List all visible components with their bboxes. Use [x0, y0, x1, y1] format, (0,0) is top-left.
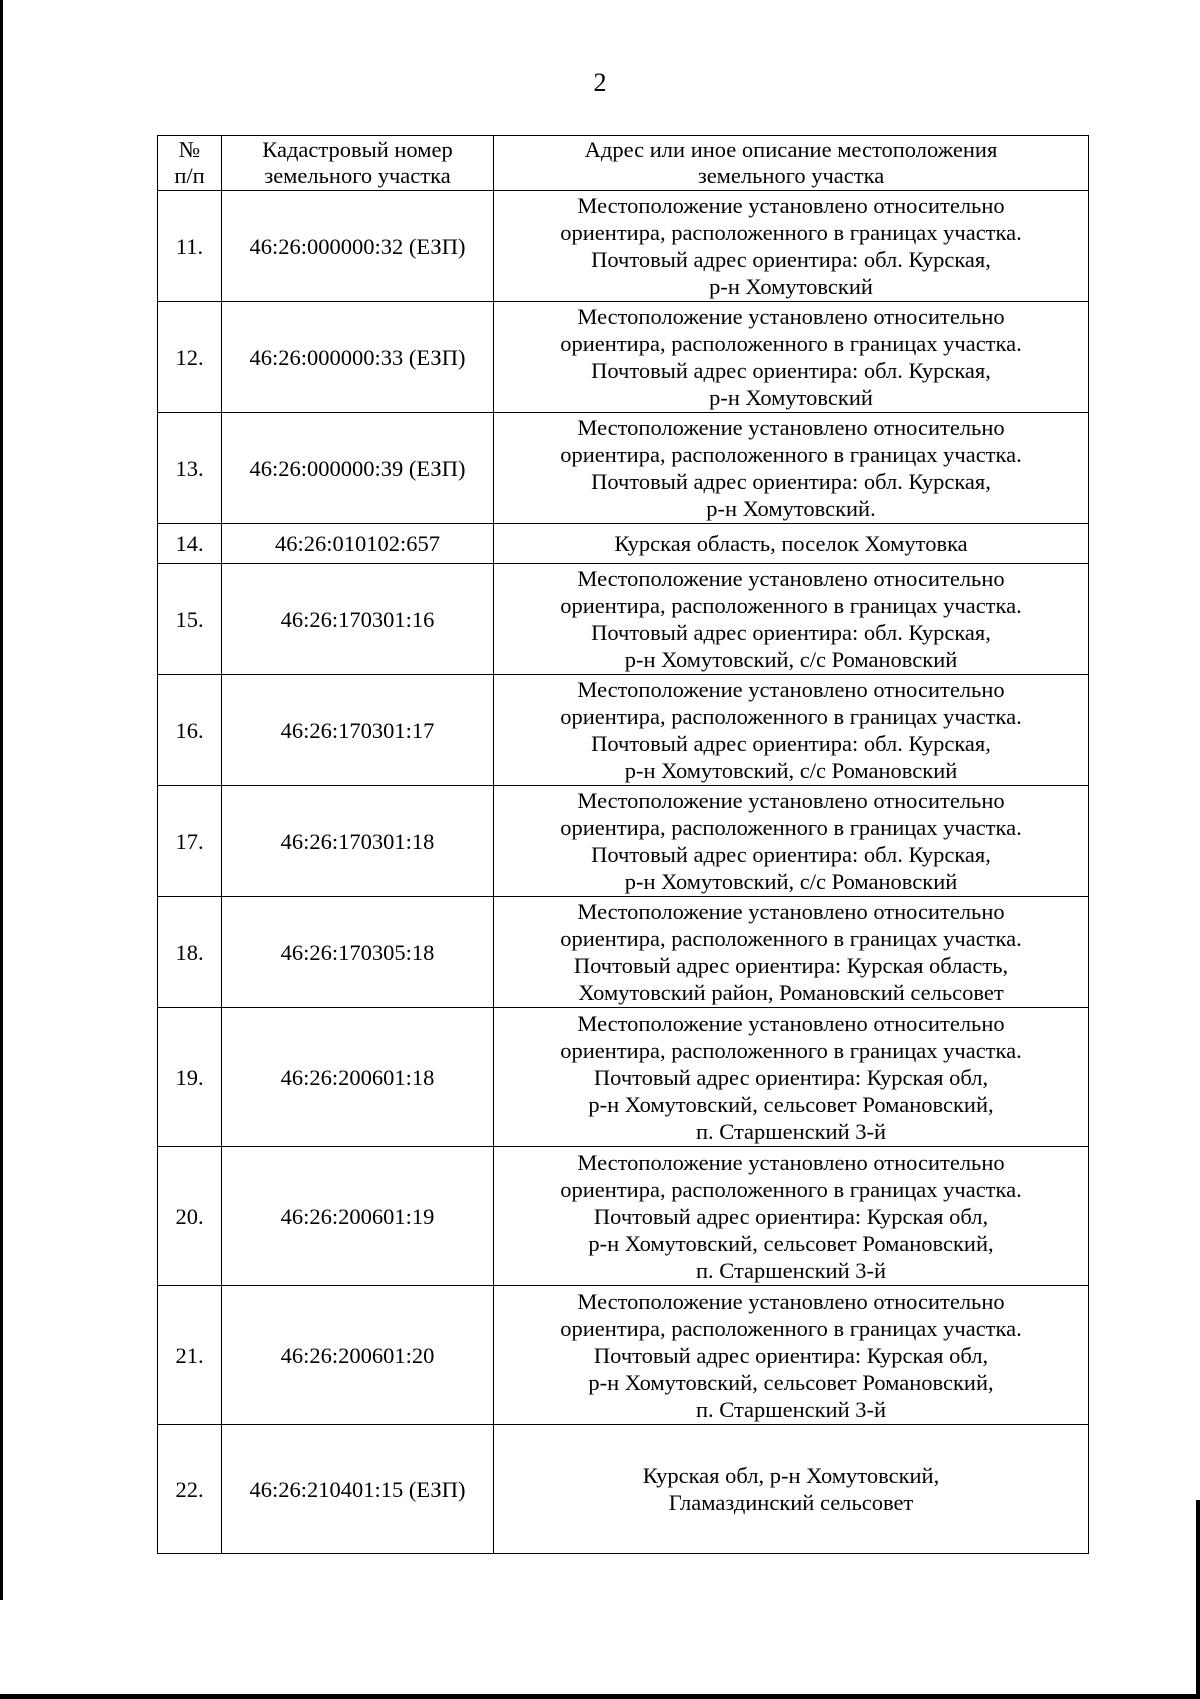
row-num: 21. — [158, 1286, 222, 1425]
row-address — [494, 1286, 1089, 1425]
row-num: 19. — [158, 1008, 222, 1147]
address-line: Почтовый адрес ориентира: обл. Курская, — [591, 842, 991, 867]
row-address — [494, 191, 1089, 302]
row-address — [494, 675, 1089, 786]
address-line: Гламаздинский сельсовет — [668, 1490, 914, 1515]
address-line: р-н Хомутовский. — [706, 496, 876, 521]
table-row — [158, 897, 1089, 1008]
address-line: ориентира, расположенного в границах участка. — [560, 926, 1022, 951]
row-num: 13. — [158, 413, 222, 524]
address-line: Курская обл, р-н Хомутовский, — [642, 1463, 940, 1488]
table-header-row — [158, 136, 1089, 191]
address-line: р-н Хомутовский, сельсовет Романовский, — [588, 1369, 994, 1395]
row-num: 11. — [158, 191, 222, 302]
table-row — [158, 564, 1089, 675]
row-address — [494, 413, 1089, 524]
address-line: Местоположение установлено относительно — [577, 415, 1005, 440]
row-cadastral-number: 46:26:010102:657 — [222, 524, 494, 564]
header-num-line: № — [178, 137, 201, 162]
row-address — [494, 1147, 1089, 1286]
address-line: ориентира, расположенного в границах участка. — [560, 331, 1022, 356]
table-row — [158, 786, 1089, 897]
row-cadastral-number: 46:26:210401:15 (ЕЗП) — [222, 1425, 494, 1554]
row-address — [494, 1425, 1089, 1554]
row-cadastral-number: 46:26:170305:18 — [222, 897, 494, 1008]
table-row — [158, 191, 1089, 302]
address-line: р-н Хомутовский, сельсовет Романовский, — [588, 1230, 994, 1256]
row-num: 15. — [158, 564, 222, 675]
header-address-line: земельного участка — [697, 163, 885, 188]
row-cadastral-number: 46:26:000000:32 (ЕЗП) — [222, 191, 494, 302]
row-cadastral-number: 46:26:000000:33 (ЕЗП) — [222, 302, 494, 413]
address-line: Местоположение установлено относительно — [577, 1149, 1005, 1175]
table-row — [158, 1425, 1089, 1554]
row-num: 17. — [158, 786, 222, 897]
address-line: Курская область, поселок Хомутовка — [614, 531, 968, 556]
address-line: Местоположение установлено относительно — [577, 899, 1005, 924]
row-address — [494, 786, 1089, 897]
header-cadastral — [222, 136, 494, 191]
scan-edge-right — [1196, 1500, 1200, 1699]
address-line: Местоположение установлено относительно — [577, 566, 1005, 591]
table-row — [158, 1008, 1089, 1147]
address-line: ориентира, расположенного в границах участка. — [560, 1037, 1022, 1063]
table-row — [158, 413, 1089, 524]
row-num: 16. — [158, 675, 222, 786]
header-cadastral-line: Кадастровый номер — [262, 137, 453, 162]
table-row — [158, 302, 1089, 413]
scan-edge-left — [0, 0, 3, 1600]
address-line: Местоположение установлено относительно — [577, 1288, 1005, 1314]
row-address — [494, 897, 1089, 1008]
address-line: Почтовый адрес ориентира: обл. Курская, — [591, 469, 991, 494]
scan-edge-bottom — [0, 1694, 1200, 1699]
header-address-line: Адрес или иное описание местоположения — [584, 137, 998, 162]
address-line: Местоположение установлено относительно — [577, 677, 1005, 702]
header-address — [494, 136, 1089, 191]
address-line: Почтовый адрес ориентира: обл. Курская, — [591, 358, 991, 383]
row-num: 12. — [158, 302, 222, 413]
row-cadastral-number: 46:26:170301:16 — [222, 564, 494, 675]
row-num: 20. — [158, 1147, 222, 1286]
address-line: Почтовый адрес ориентира: Курская область, — [573, 953, 1009, 978]
page-number: 2 — [593, 68, 607, 97]
address-line: ориентира, расположенного в границах участка. — [560, 220, 1022, 245]
address-line: ориентира, расположенного в границах участка. — [560, 704, 1022, 729]
address-line: ориентира, расположенного в границах участка. — [560, 815, 1022, 840]
address-line: ориентира, расположенного в границах участка. — [560, 593, 1022, 618]
address-line: Почтовый адрес ориентира: Курская обл, — [593, 1064, 989, 1090]
row-num: 22. — [158, 1425, 222, 1554]
row-cadastral-number: 46:26:200601:19 — [222, 1147, 494, 1286]
address-line: р-н Хомутовский, с/с Романовский — [624, 647, 958, 672]
row-cadastral-number: 46:26:000000:39 (ЕЗП) — [222, 413, 494, 524]
land-plots-table — [157, 135, 1089, 1554]
address-line: Почтовый адрес ориентира: обл. Курская, — [591, 620, 991, 645]
address-line: ориентира, расположенного в границах участка. — [560, 442, 1022, 467]
address-line: Почтовый адрес ориентира: Курская обл, — [593, 1342, 989, 1368]
address-line: р-н Хомутовский, с/с Романовский — [624, 758, 958, 783]
address-line: ориентира, расположенного в границах участка. — [560, 1315, 1022, 1341]
address-line: Почтовый адрес ориентира: обл. Курская, — [591, 731, 991, 756]
address-line: р-н Хомутовский — [709, 274, 873, 299]
address-line: Почтовый адрес ориентира: обл. Курская, — [591, 247, 991, 272]
row-cadastral-number: 46:26:170301:17 — [222, 675, 494, 786]
table-row — [158, 1147, 1089, 1286]
header-num — [158, 136, 222, 191]
row-cadastral-number: 46:26:200601:20 — [222, 1286, 494, 1425]
address-line: р-н Хомутовский, сельсовет Романовский, — [588, 1091, 994, 1117]
row-address — [494, 1008, 1089, 1147]
header-num-line: п/п — [174, 163, 205, 188]
row-address — [494, 302, 1089, 413]
address-line: Местоположение установлено относительно — [577, 788, 1005, 813]
address-line: п. Старшенский 3-й — [695, 1257, 887, 1283]
table-row — [158, 1286, 1089, 1425]
row-cadastral-number: 46:26:170301:18 — [222, 786, 494, 897]
header-cadastral-line: земельного участка — [264, 163, 451, 188]
table-row — [158, 524, 1089, 564]
address-line: Местоположение установлено относительно — [577, 1010, 1005, 1036]
row-num: 18. — [158, 897, 222, 1008]
row-cadastral-number: 46:26:200601:18 — [222, 1008, 494, 1147]
address-line: р-н Хомутовский, с/с Романовский — [624, 869, 958, 894]
address-line: Местоположение установлено относительно — [577, 304, 1005, 329]
address-line: п. Старшенский 3-й — [695, 1396, 887, 1422]
address-line: Почтовый адрес ориентира: Курская обл, — [593, 1203, 989, 1229]
address-line: р-н Хомутовский — [709, 385, 873, 410]
table-row — [158, 675, 1089, 786]
address-line: Хомутовский район, Романовский сельсовет — [578, 980, 1004, 1005]
row-address — [494, 524, 1089, 564]
address-line: п. Старшенский 3-й — [695, 1118, 887, 1144]
address-line: Местоположение установлено относительно — [577, 193, 1005, 218]
row-num: 14. — [158, 524, 222, 564]
row-address — [494, 564, 1089, 675]
address-line: ориентира, расположенного в границах участка. — [560, 1176, 1022, 1202]
